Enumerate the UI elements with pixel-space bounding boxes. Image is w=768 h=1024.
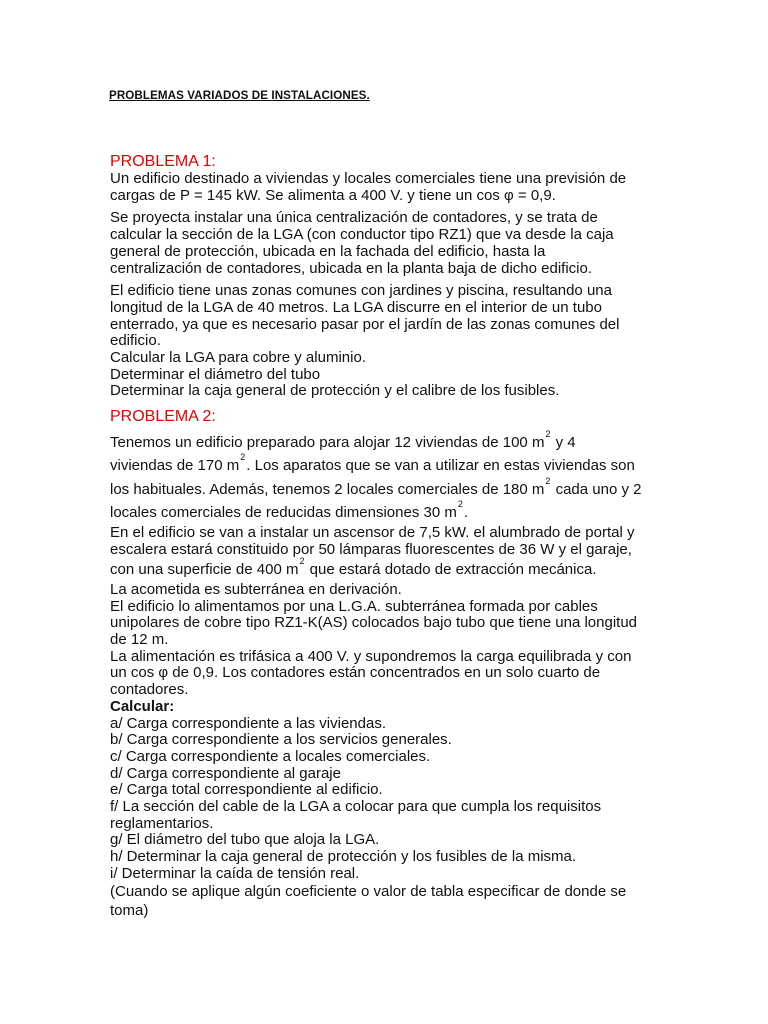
list-item: c/ Carga correspondiente a locales comerciales. [110, 747, 431, 765]
list-item: g/ El diámetro del tubo que aloja la LGA. [110, 831, 380, 849]
text-line: un cos φ de 0,9. Los contadores están concentrados en un solo cuarto de [110, 664, 601, 682]
text-line: cargas de P = 145 kW. Se alimenta a 400 V. y tiene un cos φ = 0,9. [110, 186, 556, 204]
problem-1-paragraph-2 [110, 210, 670, 277]
list-item: f/ La sección del cable de la LGA a colocar para que cumpla los requisitos [110, 798, 602, 816]
superscript: 2 [545, 429, 551, 439]
text-line: Calcular la LGA para cobre y aluminio. [110, 349, 366, 367]
problem-2-details [110, 582, 670, 699]
problem-2-section [110, 408, 670, 921]
text-line: En el edificio se van a instalar un ascensor de 7,5 kW. el alumbrado de portal y [110, 524, 635, 542]
text-line: contadores. [110, 681, 189, 699]
problem-1-heading: PROBLEMA 1: [110, 153, 216, 170]
text-line: El edificio tiene unas zonas comunes con jardines y piscina, resultando una [110, 282, 612, 300]
text-line: enterrado, ya que es necesario pasar por el jardín de las zonas comunes del [110, 315, 620, 333]
list-item: i/ Determinar la caída de tensión real. [110, 864, 360, 882]
text-line: La alimentación es trifásica a 400 V. y supondremos la carga equilibrada y con [110, 647, 632, 665]
superscript: 2 [545, 475, 551, 486]
text-line: calcular la sección de la LGA (con conductor tipo RZ1) que va desde la caja [110, 226, 614, 244]
text-line: edificio. [110, 332, 161, 350]
text-line: viviendas de 170 $m^2$. Los aparatos que se van a utilizar en estas viviendas son [110, 452, 635, 475]
list-item: reglamentarios. [110, 814, 214, 832]
text-line: Un edificio destinado a viviendas y locales comerciales tiene una previsión de [110, 170, 627, 187]
text-line: Determinar el diámetro del tubo [110, 365, 321, 383]
text-line: de 12 m. [110, 631, 169, 648]
superscript: 2 [240, 452, 246, 463]
list-item: h/ Determinar la caja general de protección y los fusibles de la misma. [110, 848, 577, 866]
list-item: a/ Carga correspondiente a las viviendas. [110, 714, 386, 732]
list-item: d/ Carga correspondiente al garaje [110, 764, 341, 782]
text-line: locales comerciales de reducidas dimensiones 30 $m^2$. [110, 498, 469, 521]
list-item: b/ Carga correspondiente a los servicios generales. [110, 731, 452, 749]
text-line: La acometida es subterránea en derivación. [110, 580, 402, 598]
text-line: longitud de la LGA de 40 metros. La LGA discurre en el interior de un tubo [110, 298, 602, 316]
problem-2-items [110, 716, 670, 883]
problem-1-paragraph-3 [110, 283, 670, 400]
superscript: 2 [299, 555, 305, 566]
text-line: centralización de contadores, ubicada en la planta baja de dicho edificio. [110, 259, 592, 277]
problem-1-section [110, 153, 670, 400]
text-line: Tenemos un edificio preparado para alojar 12 viviendas de 100 $m^2$ y 4 [110, 429, 576, 451]
text-line: escalera estará constituido por 50 lámparas fluorescentes de 36 W y el garaje, [110, 540, 632, 558]
problem-2-note [110, 883, 670, 921]
text-line: los habituales. Además, tenemos 2 locales comerciales de 180 $m^2$ cada uno y 2 [110, 475, 642, 498]
problem-2-heading: PROBLEMA 2: [110, 408, 216, 425]
problem-2-intro [110, 429, 670, 582]
text-line: general de protección, ubicada en la fachada del edificio, hasta la [110, 242, 546, 260]
text-line: Determinar la caja general de protección y el calibre de los fusibles. [110, 382, 560, 400]
superscript: 2 [457, 498, 463, 509]
text-line: El edificio lo alimentamos por una L.G.A. subterránea formada por cables [110, 597, 598, 615]
calcular-label: Calcular: [110, 697, 175, 715]
text-line: (Cuando se aplique algún coeficiente o valor de tabla especificar de donde se [110, 882, 627, 900]
text-line: toma) [110, 901, 149, 919]
problem-1-paragraph-1 [110, 171, 670, 204]
text-line: Se proyecta instalar una única centralización de contadores, y se trata de [110, 209, 598, 227]
document-title: PROBLEMAS VARIADOS DE INSTALACIONES. [109, 89, 370, 102]
text-line: con una superficie de 400 $m^2$ que estará dotado de extracción mecánica. [110, 555, 597, 578]
list-item: e/ Carga total correspondiente al edificio. [110, 781, 383, 799]
text-line: unipolares de cobre tipo RZ1-K(AS) colocados bajo tubo que tiene una longitud [110, 614, 638, 632]
